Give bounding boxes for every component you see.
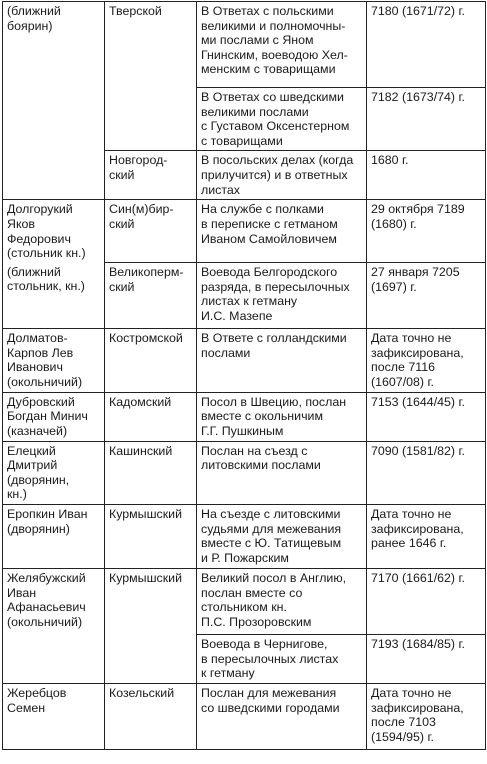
date-cell: Дата точно не зафиксирована, после 7103 (1594/95) г.	[367, 684, 486, 750]
uezd-cell: Кадомский	[105, 392, 197, 441]
person-cell: Желябужский Иван Афанасьевич (окольничий)	[3, 569, 105, 684]
uezd-cell: Костромской	[105, 329, 197, 392]
table-row	[3, 505, 486, 569]
person-cell: Елецкий Дмитрий (дворянин, кн.)	[3, 441, 105, 504]
uezd-cell: Син(м)бир- ский	[105, 200, 197, 263]
date-cell: Дата точно не зафиксирована, после 7116 (1607/08) г.	[367, 329, 486, 392]
table-row	[3, 569, 486, 635]
uezd-cell: Великоперм- ский	[105, 263, 197, 329]
personnel-table	[2, 1, 486, 750]
table-row	[3, 2, 486, 88]
date-cell: 1680 г.	[367, 151, 486, 200]
service-cell: На службе с полками в переписке с гетманом Иваном Самойловичем	[197, 200, 367, 263]
uezd-cell: Курмышский	[105, 569, 197, 684]
table-row	[3, 441, 486, 504]
date-cell: 27 января 7205 (1697) г.	[367, 263, 486, 329]
service-cell: В Ответе с голландскими послами	[197, 329, 367, 392]
date-cell: 7170 (1661/62) г.	[367, 569, 486, 635]
service-cell: Воевода Белгородского разряда, в пересылочных листах к гетману И.С. Мазепе	[197, 263, 367, 329]
date-cell: 7182 (1673/74) г.	[367, 88, 486, 151]
date-cell: 7090 (1581/82) г.	[367, 441, 486, 504]
table-row	[3, 263, 486, 329]
service-cell: Послан для межевания со шведскими городами	[197, 684, 367, 750]
uezd-cell: Новгород- ский	[105, 151, 197, 200]
service-cell: Послан на съезд с литовскими послами	[197, 441, 367, 504]
person-cell: Жеребцов Семен	[3, 684, 105, 750]
person-cell: Еропкин Иван (дворянин)	[3, 505, 105, 569]
service-cell: В Ответах со шведскими великими послами с Густавом Оксенстерном с товарищами	[197, 88, 367, 151]
table-row	[3, 392, 486, 441]
service-cell: Воевода в Чернигове, в пересылочных листах к гетману	[197, 635, 367, 684]
date-cell: 7193 (1684/85) г.	[367, 635, 486, 684]
person-cell: (ближний боярин)	[3, 2, 105, 200]
service-cell: В Ответах с польскими великими и полномочны- ми послами с Яном Гнинским, воеводою Хел- менским с товарищами	[197, 2, 367, 88]
table-row	[3, 329, 486, 392]
date-cell: 7153 (1644/45) г.	[367, 392, 486, 441]
table-row	[3, 200, 486, 263]
uezd-cell: Курмышский	[105, 505, 197, 569]
date-cell: Дата точно не зафиксирована, ранее 1646 г.	[367, 505, 486, 569]
service-cell: На съезде с литовскими судьями для межевания вместе с Ю. Татищевым и Р. Пожарским	[197, 505, 367, 569]
date-cell: 29 октября 7189 (1680) г.	[367, 200, 486, 263]
uezd-cell: Кашинский	[105, 441, 197, 504]
person-cell: Долгорукий Яков Федорович (стольник кн.)	[3, 200, 105, 263]
date-cell: 7180 (1671/72) г.	[367, 2, 486, 88]
service-cell: Великий посол в Англию, послан вместе со стольником кн. П.С. Прозоровским	[197, 569, 367, 635]
uezd-cell: Тверской	[105, 2, 197, 151]
person-cell: Долматов- Карпов Лев Иванович (окольничий)	[3, 329, 105, 392]
person-cell: (ближний стольник, кн.)	[3, 263, 105, 329]
table-row	[3, 684, 486, 750]
service-cell: Посол в Швецию, послан вместе с окольничим Г.Г. Пушкиным	[197, 392, 367, 441]
service-cell: В посольских делах (когда прилучится) и в ответных листах	[197, 151, 367, 200]
uezd-cell: Козельский	[105, 684, 197, 750]
person-cell: Дубровский Богдан Минич (казначей)	[3, 392, 105, 441]
